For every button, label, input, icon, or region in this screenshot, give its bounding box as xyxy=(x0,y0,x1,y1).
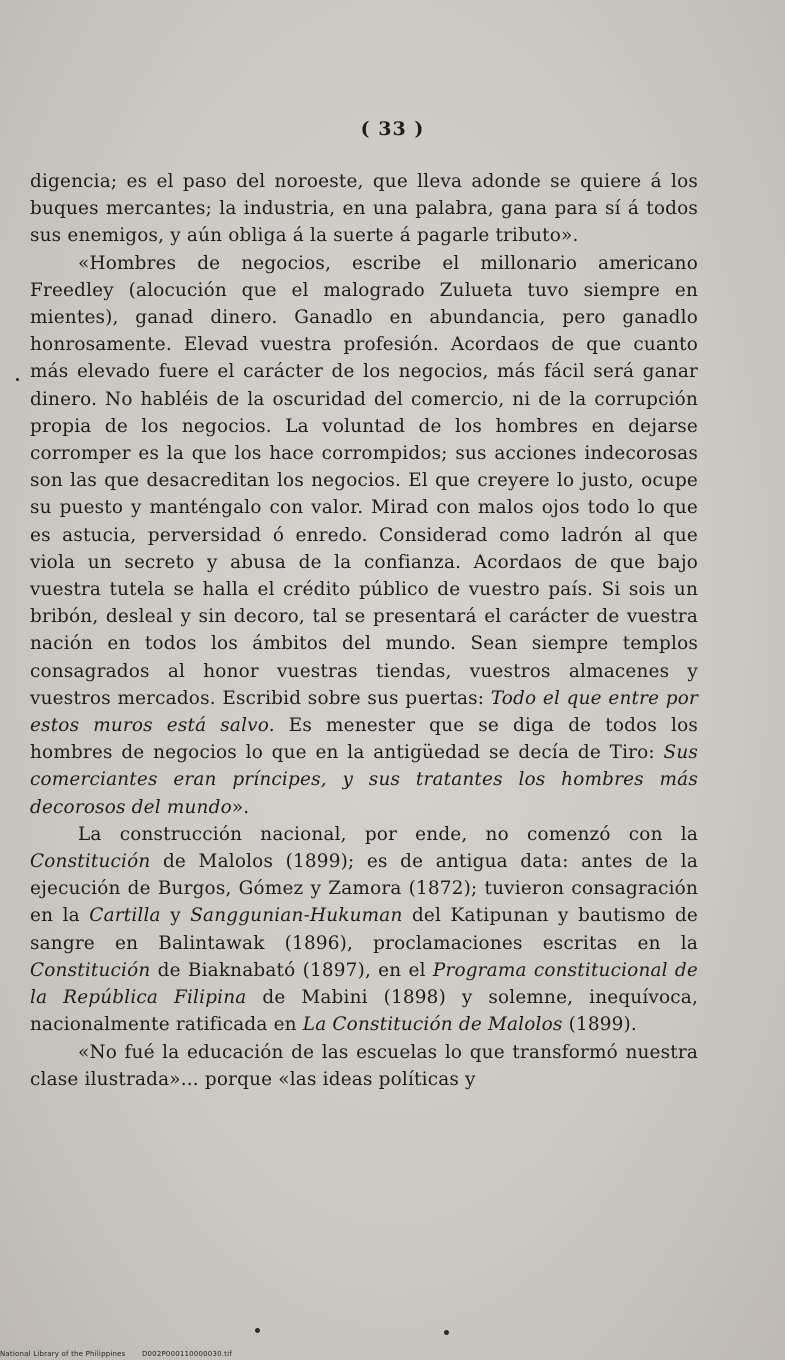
page-number: ( 33 ) xyxy=(360,118,425,140)
paragraph-3-text-e: de Biaknabató (1897), en el xyxy=(150,959,433,981)
italic-constitucion-malolos: La Constitución de Malolos xyxy=(302,1014,563,1036)
paragraph-2 xyxy=(30,250,698,821)
italic-constitucion: Constitución xyxy=(30,851,151,873)
paragraph-2-closing: ». xyxy=(231,796,250,818)
paragraph-2-text-cont: Es menester que se diga de todos los hombres de negocios lo que en la antigüedad se decía de Tiro: xyxy=(30,715,699,764)
italic-cartilla: Cartilla xyxy=(89,905,161,927)
paragraph-2-text: «Hombres de negocios, escribe el millonario americano Freedley (alocución que el malogrado Zulueta tuvo siempre en mientes), ganad dinero. Ganadlo en abundancia, pero ganadlo honrosamente. Elevad vuestra profesión. Acordaos de que cuanto más elevado fuere el carácter de los negocios, más fácil será ganar dinero. No habléis de la oscuridad del comercio, ni de la corrupción propia de los negocios. La voluntad de los hombres en dejarse corromper es la que los hace corrompidos; sus acciones indecorosas son las que desacreditan los negocios. El que creyere lo justo, ocupe su puesto y manténgalo con valor. Mirad con malos ojos todo lo que es astucia, perversidad ó enredo. Considerad como ladrón al que viola un secreto y abusa de la confianza. Acordaos de que bajo vuestra tutela se halla el crédito público de vuestro país. Si sois un bribón, desleal y sin decoro, tal se presentará el carácter de vuestra nación en todos los ámbitos del mundo. Sean siempre templos consagrados al honor vuestras tiendas, vuestros almacenes y vuestros mercados. Escribid sobre sus puertas: xyxy=(30,252,698,709)
paragraph-2-italic-quote: Sus comerciantes eran príncipes, y sus tratantes los hombres más decorosos del mundo xyxy=(30,742,698,818)
ink-speck-margin xyxy=(16,378,19,381)
paragraph-3 xyxy=(30,821,698,1039)
paragraph-3-text-g: (1899). xyxy=(562,1014,637,1036)
italic-constitucion-2: Constitución xyxy=(30,959,151,981)
italic-programa: Programa constitucional de la República Filipina xyxy=(30,959,698,1009)
body-text xyxy=(30,168,698,1093)
paragraph-1 xyxy=(30,168,698,250)
paragraph-3-text-f: de Mabini (1898) y solemne, inequívoca, nacionalmente ratificada en xyxy=(30,987,698,1036)
paragraph-1-text: digencia; es el paso del noroeste, que lleva adonde se quiere á los buques mercantes; la industria, en una palabra, gana para sí á todos sus enemigos, y aún obliga á la suerte á pagarle tributo». xyxy=(30,171,698,247)
italic-sanggunian: Sanggunian-Hukuman xyxy=(190,905,403,927)
paragraph-3-text-d: del Katipunan y bautismo de sangre en Balintawak (1896), proclamaciones escritas en la xyxy=(30,905,699,954)
paragraph-3-text-b: de Malolos (1899); es de antigua data: antes de la ejecución de Burgos, Gómez y Zamora (1872); tuvieron consagración en la xyxy=(30,851,698,927)
paragraph-2-italic-motto: Todo el que entre por estos muros está salvo. xyxy=(30,687,698,737)
paragraph-3-text-c: y xyxy=(160,905,191,927)
paragraph-4-text: «No fué la educación de las escuelas lo que transformó nuestra clase ilustrada»... porque «las ideas políticas y xyxy=(30,1041,698,1090)
scan-footer xyxy=(0,1350,246,1358)
paragraph-3-text: La construcción nacional, por ende, no comenzó con la xyxy=(78,823,698,845)
ink-speck-left xyxy=(255,1328,260,1333)
paragraph-4 xyxy=(30,1039,698,1093)
footer-library: National Library of the Philippines xyxy=(0,1350,126,1358)
ink-speck-right xyxy=(444,1330,449,1335)
footer-code: D002P000110000030.tif xyxy=(141,1350,232,1358)
